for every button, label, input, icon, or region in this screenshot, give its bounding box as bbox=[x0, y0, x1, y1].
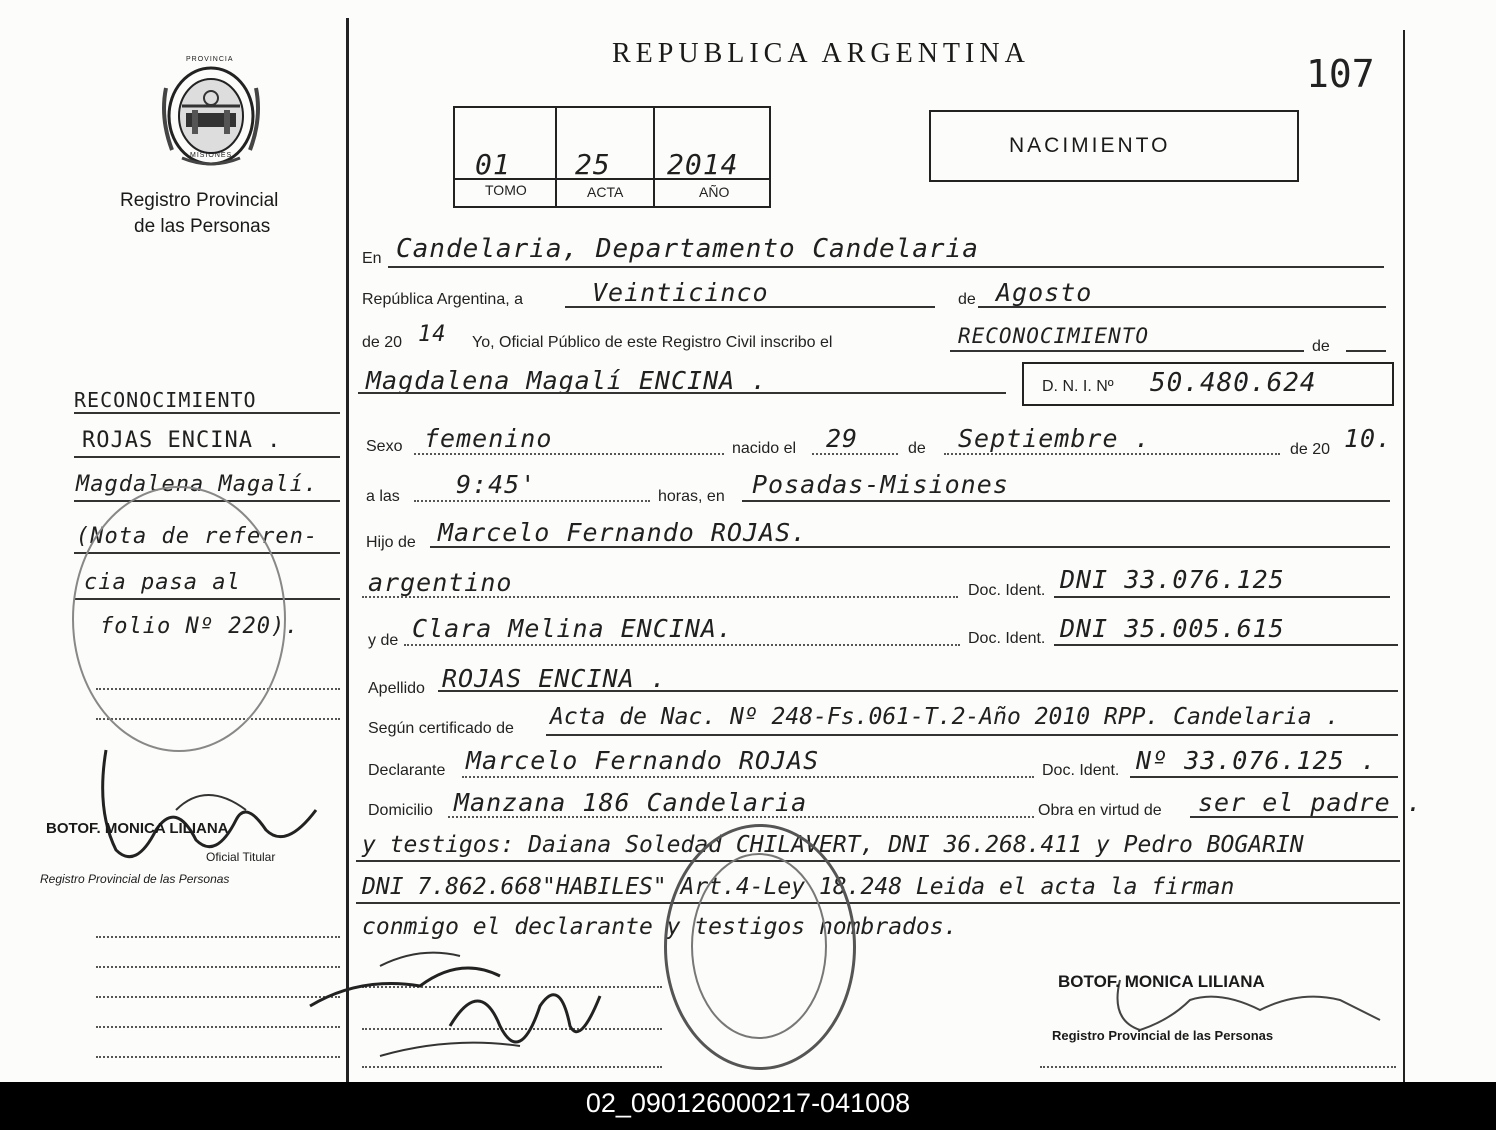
officer-stamp-name: BOTOF. MONICA LILIANA bbox=[1058, 972, 1265, 991]
official-seal-inner bbox=[691, 853, 827, 1039]
form-line bbox=[1040, 1066, 1396, 1068]
birth-year: 10. bbox=[1344, 424, 1393, 453]
form-line bbox=[362, 596, 958, 598]
margin-note-6: folio Nº 220). bbox=[100, 614, 300, 639]
inscribo-value: RECONOCIMIENTO bbox=[958, 324, 1150, 348]
country-title: REPUBLICA ARGENTINA bbox=[612, 38, 1030, 69]
obra-label: Obra en virtud de bbox=[1038, 802, 1162, 819]
document-code: 02_090126000217-041008 bbox=[585, 1088, 911, 1118]
place-value: Candelaria, Departamento Candelaria bbox=[396, 234, 979, 264]
de-label: de bbox=[1312, 338, 1330, 355]
official-seal bbox=[664, 824, 856, 1070]
emblem-bottom-text: MISIONES bbox=[190, 152, 233, 159]
en-label: En bbox=[362, 250, 382, 267]
month-value: Agosto bbox=[996, 278, 1093, 307]
margin-note-2: ROJAS ENCINA . bbox=[82, 428, 282, 453]
dni-value: 50.480.624 bbox=[1150, 368, 1317, 398]
doc-label: Doc. Ident. bbox=[968, 630, 1046, 647]
signature-icon bbox=[300, 936, 620, 1076]
yde-label: y de bbox=[368, 632, 399, 649]
mother-doc: DNI 35.005.615 bbox=[1060, 614, 1285, 643]
tomo-label: TOMO bbox=[485, 182, 527, 198]
form-line bbox=[414, 453, 724, 455]
form-line bbox=[356, 860, 1400, 862]
margin-note-5: cia pasa al bbox=[84, 570, 241, 595]
sexo-value: femenino bbox=[424, 424, 553, 453]
right-border bbox=[1403, 30, 1405, 1082]
margin-stamp-registry: Registro Provincial de las Personas bbox=[40, 872, 230, 886]
form-line bbox=[546, 734, 1398, 736]
margin-stamp-name: BOTOF. MONICA LILIANA bbox=[46, 820, 229, 837]
tomo-value: 01 bbox=[475, 148, 511, 181]
acta-value: 25 bbox=[575, 148, 611, 181]
document-code-bar bbox=[0, 1082, 1496, 1130]
doc-label: Doc. Ident. bbox=[1042, 762, 1120, 779]
closing-line: conmigo el declarante y testigos nombrados. bbox=[362, 914, 958, 940]
day-value: Veinticinco bbox=[592, 278, 769, 307]
obra-value: ser el padre . bbox=[1198, 788, 1423, 817]
form-line bbox=[1054, 644, 1398, 646]
form-line bbox=[358, 392, 1006, 394]
segun-label: Según certificado de bbox=[368, 720, 514, 737]
dni-label: D. N. I. Nº bbox=[1042, 378, 1114, 395]
form-line bbox=[1346, 350, 1386, 352]
nacido-label: nacido el bbox=[732, 440, 797, 457]
act-type-box bbox=[929, 110, 1299, 182]
anio-label: AÑO bbox=[699, 184, 730, 200]
anio-value: 2014 bbox=[667, 148, 739, 181]
registry-name-line1: Registro Provincial bbox=[120, 190, 279, 211]
declarante-value: Marcelo Fernando ROJAS bbox=[466, 746, 820, 775]
officer-stamp-registry: Registro Provincial de las Personas bbox=[1052, 1028, 1274, 1043]
mother-name: Clara Melina ENCINA. bbox=[412, 614, 734, 643]
declarante-doc: Nº 33.076.125 . bbox=[1136, 746, 1377, 775]
book-reference-table bbox=[453, 106, 771, 208]
alas-label: a las bbox=[366, 488, 400, 505]
form-line bbox=[812, 453, 898, 455]
republica-label: República Argentina, a bbox=[362, 291, 523, 308]
witness-signatures bbox=[300, 936, 620, 1081]
doc-label: Doc. Ident. bbox=[968, 582, 1046, 599]
act-type-label: NACIMIENTO bbox=[1009, 134, 1171, 157]
child-name: Magdalena Magalí ENCINA . bbox=[366, 366, 768, 395]
form-line bbox=[978, 306, 1386, 308]
declarante-label: Declarante bbox=[368, 762, 446, 779]
form-line bbox=[448, 816, 1034, 818]
de20-label: de 20 bbox=[1290, 441, 1331, 458]
table-divider bbox=[555, 108, 557, 206]
birth-day: 29 bbox=[826, 424, 859, 453]
acta-label: ACTA bbox=[587, 184, 624, 200]
hijo-label: Hijo de bbox=[366, 534, 416, 551]
domicilio-value: Manzana 186 Candelaria bbox=[454, 788, 808, 817]
certificate-value: Acta de Nac. Nº 248-Fs.061-T.2-Año 2010 RPP. Candelaria . bbox=[550, 704, 1340, 730]
registry-name-line2: de las Personas bbox=[134, 216, 271, 237]
form-line bbox=[944, 453, 1280, 455]
year-prefix: de 20 bbox=[362, 334, 403, 351]
form-line bbox=[414, 500, 650, 502]
yo-label: Yo, Oficial Público de este Registro Civil inscribo el bbox=[472, 334, 833, 351]
apellido-label: Apellido bbox=[368, 680, 425, 697]
margin-line bbox=[74, 412, 340, 414]
form-line bbox=[438, 690, 1398, 692]
margin-line bbox=[74, 456, 340, 458]
horas-label: horas, en bbox=[658, 488, 725, 505]
form-line bbox=[430, 546, 1390, 548]
margin-note-1: RECONOCIMIENTO bbox=[74, 388, 257, 412]
father-doc: DNI 33.076.125 bbox=[1060, 565, 1285, 594]
margin-note-3: Magdalena Magalí. bbox=[76, 472, 319, 497]
table-divider bbox=[653, 108, 655, 206]
form-line bbox=[742, 500, 1390, 502]
dni-box bbox=[1022, 362, 1394, 406]
father-name: Marcelo Fernando ROJAS. bbox=[438, 518, 808, 547]
form-line bbox=[1130, 776, 1398, 778]
witnesses-line: y testigos: Daiana Soledad CHILAVERT, DNI 36.268.411 y Pedro BOGARIN bbox=[362, 832, 1304, 858]
domicilio-label: Domicilio bbox=[368, 802, 433, 819]
form-line bbox=[565, 306, 935, 308]
father-nationality: argentino bbox=[368, 568, 513, 597]
emblem-top-text: PROVINCIA bbox=[186, 56, 234, 63]
birth-place: Posadas-Misiones bbox=[752, 470, 1009, 499]
margin-note-4: (Nota de referen- bbox=[76, 524, 319, 549]
margin-seal bbox=[72, 486, 286, 752]
year-value: 14 bbox=[418, 322, 447, 347]
page-number: 107 bbox=[1306, 52, 1375, 96]
form-line bbox=[1190, 816, 1398, 818]
form-line bbox=[356, 902, 1400, 904]
apellido-value: ROJAS ENCINA . bbox=[442, 664, 667, 693]
form-line bbox=[404, 644, 960, 646]
column-divider bbox=[346, 18, 349, 1082]
witnesses-dni-line: DNI 7.862.668"HABILES" Art.4-Ley 18.248 Leida el acta la firman bbox=[362, 874, 1235, 900]
form-line bbox=[1054, 596, 1390, 598]
de-label: de bbox=[958, 291, 976, 308]
birth-time: 9:45' bbox=[456, 470, 537, 499]
de-label: de bbox=[908, 440, 926, 457]
sexo-label: Sexo bbox=[366, 438, 403, 455]
margin-stamp-title: Oficial Titular bbox=[206, 850, 276, 864]
form-line bbox=[388, 266, 1384, 268]
form-line bbox=[462, 776, 1034, 778]
form-line bbox=[950, 350, 1304, 352]
birth-month: Septiembre . bbox=[958, 424, 1151, 453]
